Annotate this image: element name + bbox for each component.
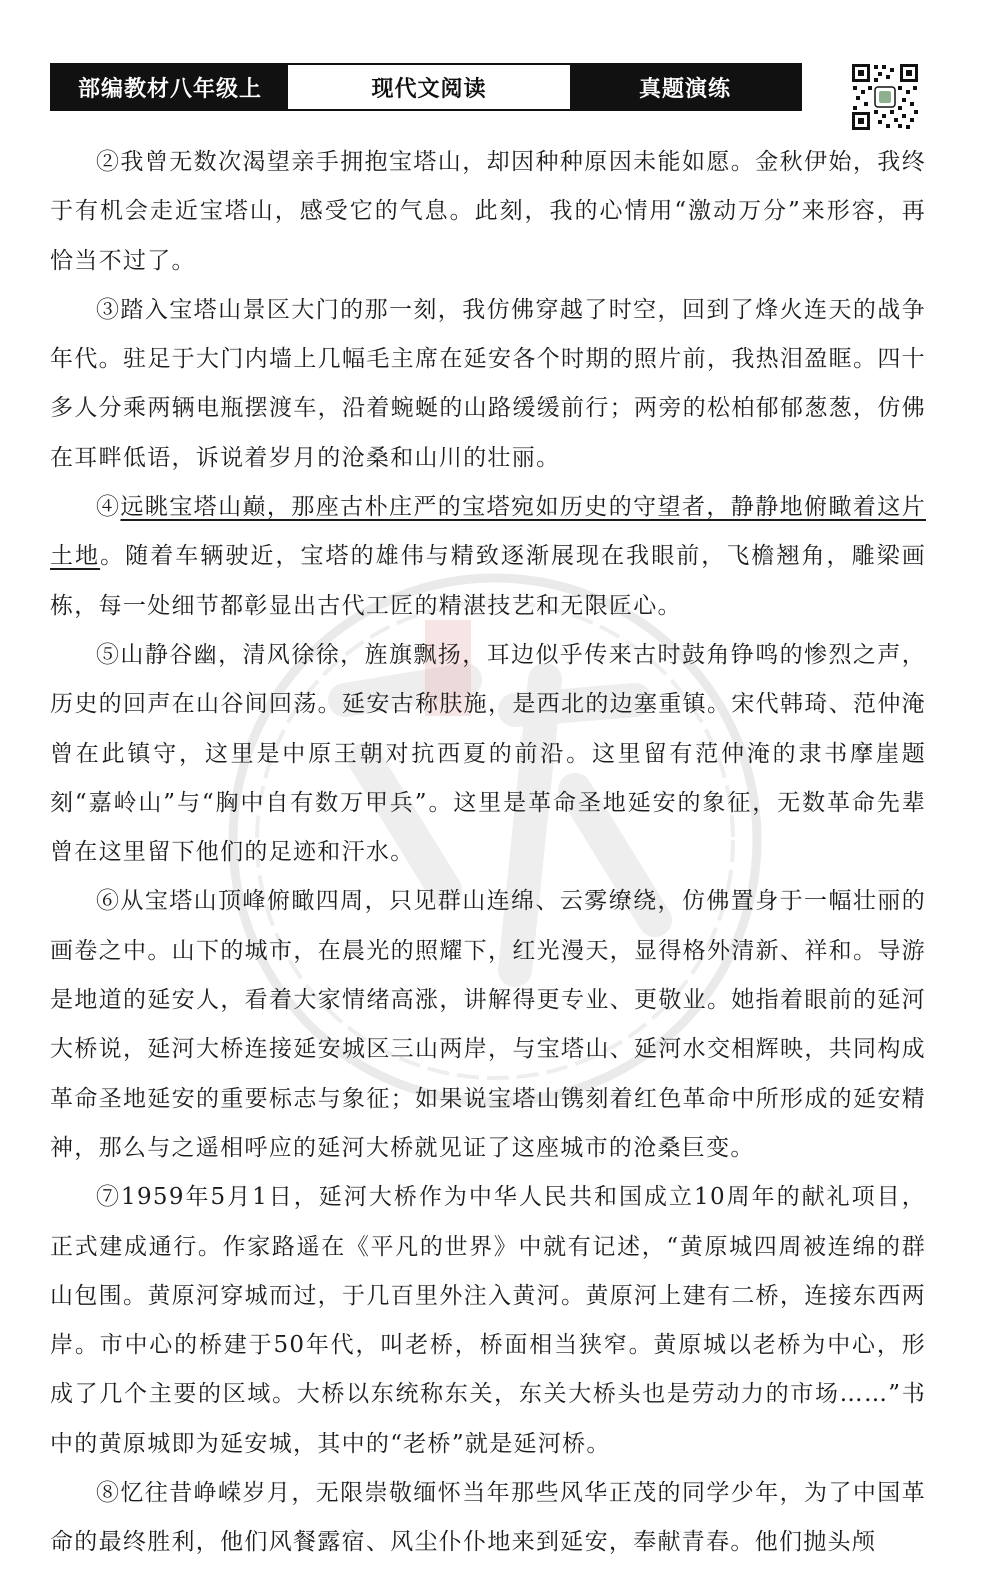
paragraph-6: ⑥从宝塔山顶峰俯瞰四周，只见群山连绵、云雾缭绕，仿佛置身于一幅壮丽的画卷之中。山下的城市，在晨光的照耀下，红光漫天，显得格外清新、祥和。导游是地道的延安人，看着大家情绪高涨，讲解得更专业、更敬业。她指着眼前的延河大桥说，延河大桥连接延安城区三山两岸，与宝塔山、延河水交相辉映，共同构成革命圣地延安的重要标志与象征；如果说宝塔山镌刻着红色革命中所形成的延安精神，那么与之遥相呼应的延河大桥就见证了这座城市的沧桑巨变。 [50, 888, 926, 1161]
paragraph-5: ⑤山静谷幽，清风徐徐，旌旗飘扬，耳边似乎传来古时鼓角铮鸣的惨烈之声，历史的回声在山谷间回荡。延安古称肤施，是西北的边塞重镇。宋代韩琦、范仲淹曾在此镇守，这里是中原王朝对抗西夏的前沿。这里留有范仲淹的隶书摩崖题刻“嘉岭山”与“胸中自有数万甲兵”。这里是革命圣地延安的象征，无数革命先辈曾在这里留下他们的足迹和汗水。 [50, 641, 926, 866]
paragraph-2: ②我曾无数次渴望亲手拥抱宝塔山，却因种种原因未能如愿。金秋伊始，我终于有机会走近宝塔山，感受它的气息。此刻，我的心情用“激动万分”来形容，再恰当不过了。 [50, 149, 926, 274]
header-section-label: 现代文阅读 [288, 65, 570, 109]
paragraph-4-underlined-sentence: 远眺宝塔山巅，那座古朴庄严的宝塔宛如历史的守望者，静静地俯瞰着这片土地 [50, 494, 926, 570]
qr-code-icon[interactable] [850, 62, 920, 132]
paragraph-7: ⑦1959年5月1日，延河大桥作为中华人民共和国成立10周年的献礼项目，正式建成通行。作家路遥在《平凡的世界》中就有记述，“黄原城四周被连绵的群山包围。黄原河穿城而过，于几百里外注入黄河。黄原河上建有二桥，连接东西两岸。市中心的桥建于50年代，叫老桥，桥面相当狭窄。黄原城以老桥为中心，形成了几个主要的区域。大桥以东统称东关，东关大桥头也是劳动力的市场……”书中的黄原城即为延安城，其中的“老桥”就是延河桥。 [50, 1184, 926, 1457]
header-grade-label: 部编教材八年级上 [52, 65, 288, 109]
paragraph-3: ③踏入宝塔山景区大门的那一刻，我仿佛穿越了时空，回到了烽火连天的战争年代。驻足于大门内墙上几幅毛主席在延安各个时期的照片前，我热泪盈眶。四十多人分乘两辆电瓶摆渡车，沿着蜿蜒的山路缓缓前行；两旁的松柏郁郁葱葱，仿佛在耳畔低语，诉说着岁月的沧桑和山川的壮丽。 [50, 296, 926, 471]
paragraph-4-rest: 。随着车辆驶近，宝塔的雄伟与精致逐渐展现在我眼前，飞檐翘角，雕梁画栋，每一处细节都彰显出古代工匠的精湛技艺和无限匠心。 [50, 543, 926, 619]
paragraph-8: ⑧忆往昔峥嵘岁月，无限崇敬缅怀当年那些风华正茂的同学少年，为了中国革命的最终胜利，他们风餐露宿、风尘仆仆地来到延安，奉献青春。他们抛头颅 [50, 1480, 926, 1556]
paragraph-4-number: ④ [96, 494, 121, 521]
header-practice-label: 真题演练 [570, 65, 800, 109]
header-bar [50, 63, 802, 111]
paragraph-4 [50, 483, 926, 631]
article-body [50, 138, 926, 1568]
